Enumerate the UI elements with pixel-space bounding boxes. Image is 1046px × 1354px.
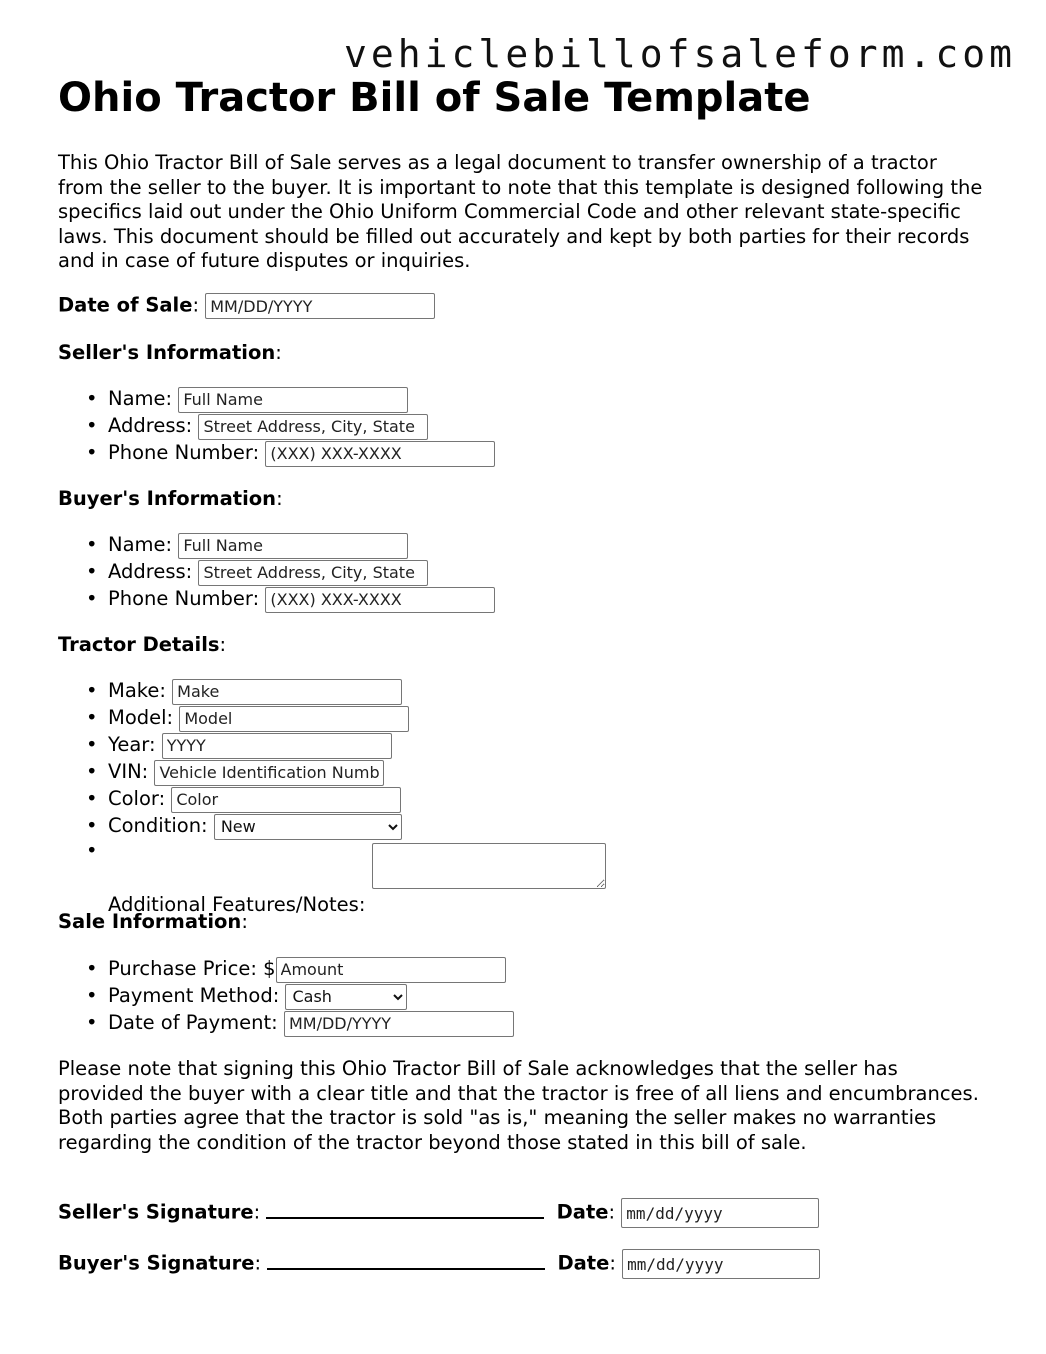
buyer-signature-label: Buyer's Signature (58, 1251, 255, 1275)
seller-date-label: Date (556, 1200, 609, 1224)
list-item (58, 758, 606, 785)
seller-address-input[interactable] (198, 414, 428, 440)
seller-phone-label: Phone Number: (108, 441, 260, 464)
list-item (58, 785, 606, 812)
vin-label: VIN: (108, 760, 149, 783)
color-input[interactable] (171, 787, 401, 813)
buyer-date-input[interactable] (622, 1249, 820, 1279)
list-item (58, 704, 606, 731)
payment-date-input[interactable] (284, 1011, 514, 1037)
list-item (58, 677, 606, 704)
seller-signature-line[interactable] (266, 1199, 544, 1219)
year-label: Year: (108, 733, 156, 756)
seller-signature-row: Seller's Signature: Date: mm/dd/yyyy (58, 1198, 819, 1228)
sale-heading-row: Sale Information: (58, 910, 248, 933)
tractor-list (58, 677, 606, 916)
make-label: Make: (108, 679, 166, 702)
list-item (58, 841, 606, 916)
buyer-name-label: Name: (108, 533, 173, 556)
seller-signature-label: Seller's Signature (58, 1200, 254, 1224)
buyer-list (58, 531, 495, 612)
payment-date-label: Date of Payment: (108, 1011, 278, 1034)
seller-phone-input[interactable] (265, 441, 495, 467)
list-item (58, 531, 495, 558)
buyer-signature-line[interactable] (267, 1250, 545, 1270)
site-watermark: vehiclebillofsaleform.com (344, 32, 1016, 76)
tractor-heading: Tractor Details (58, 633, 220, 656)
payment-method-label: Payment Method: (108, 984, 280, 1007)
year-input[interactable] (162, 733, 392, 759)
sale-list (58, 955, 514, 1036)
buyer-phone-label: Phone Number: (108, 587, 260, 610)
condition-select[interactable] (214, 814, 402, 840)
buyer-heading-row: Buyer's Information: (58, 487, 283, 510)
color-label: Color: (108, 787, 166, 810)
list-item (58, 585, 495, 612)
buyer-phone-input[interactable] (265, 587, 495, 613)
date-of-sale-input[interactable] (205, 293, 435, 319)
seller-name-input[interactable] (178, 387, 408, 413)
list-item (58, 1009, 514, 1036)
acknowledgement-note: Please note that signing this Ohio Tractor Bill of Sale acknowledges that the seller has provided the buyer with a clear title and that the tractor is free of all liens and encumbrances. Both parties agree that the tractor is sold "as is," meaning the seller makes no warranties regarding the condition of the tractor beyond those stated in this bill of sale. (58, 1057, 979, 1154)
model-label: Model: (108, 706, 174, 729)
list-item (58, 439, 495, 466)
condition-label: Condition: (108, 814, 208, 837)
list-item (58, 385, 495, 412)
model-input[interactable] (179, 706, 409, 732)
list-item (58, 812, 606, 839)
page-title: Ohio Tractor Bill of Sale Template (58, 75, 811, 121)
tractor-heading-row: Tractor Details: (58, 633, 227, 656)
payment-method-select[interactable] (285, 984, 407, 1010)
list-item (58, 731, 606, 758)
list-item (58, 558, 495, 585)
seller-heading: Seller's Information (58, 341, 276, 364)
seller-list (58, 385, 495, 466)
notes-label: Additional Features/Notes: (108, 893, 366, 916)
price-label: Purchase Price: $ (108, 957, 276, 980)
list-item (58, 412, 495, 439)
notes-textarea[interactable] (372, 843, 606, 889)
seller-heading-row: Seller's Information: (58, 341, 282, 364)
price-input[interactable] (276, 957, 506, 983)
vin-input[interactable] (154, 760, 384, 786)
list-item (58, 982, 514, 1009)
date-of-sale-label: Date of Sale (58, 293, 193, 317)
buyer-address-label: Address: (108, 560, 193, 583)
buyer-signature-row: Buyer's Signature: Date: mm/dd/yyyy (58, 1249, 820, 1279)
seller-name-label: Name: (108, 387, 173, 410)
intro-paragraph: This Ohio Tractor Bill of Sale serves as a legal document to transfer ownership of a tractor from the seller to the buyer. It is important to note that this template is designed following the specifics laid out under the Ohio Uniform Commercial Code and other relevant state-specific laws. This document should be filled out accurately and kept by both parties for their records and in case of future disputes or inquiries. (58, 151, 983, 272)
seller-date-input[interactable] (621, 1198, 819, 1228)
seller-address-label: Address: (108, 414, 193, 437)
date-of-sale-row: Date of Sale: MM/DD/YYYY (58, 293, 435, 319)
buyer-address-input[interactable] (198, 560, 428, 586)
sale-heading: Sale Information (58, 910, 242, 933)
make-input[interactable] (172, 679, 402, 705)
buyer-date-label: Date (557, 1251, 610, 1275)
buyer-heading: Buyer's Information (58, 487, 277, 510)
list-item (58, 955, 514, 982)
buyer-name-input[interactable] (178, 533, 408, 559)
